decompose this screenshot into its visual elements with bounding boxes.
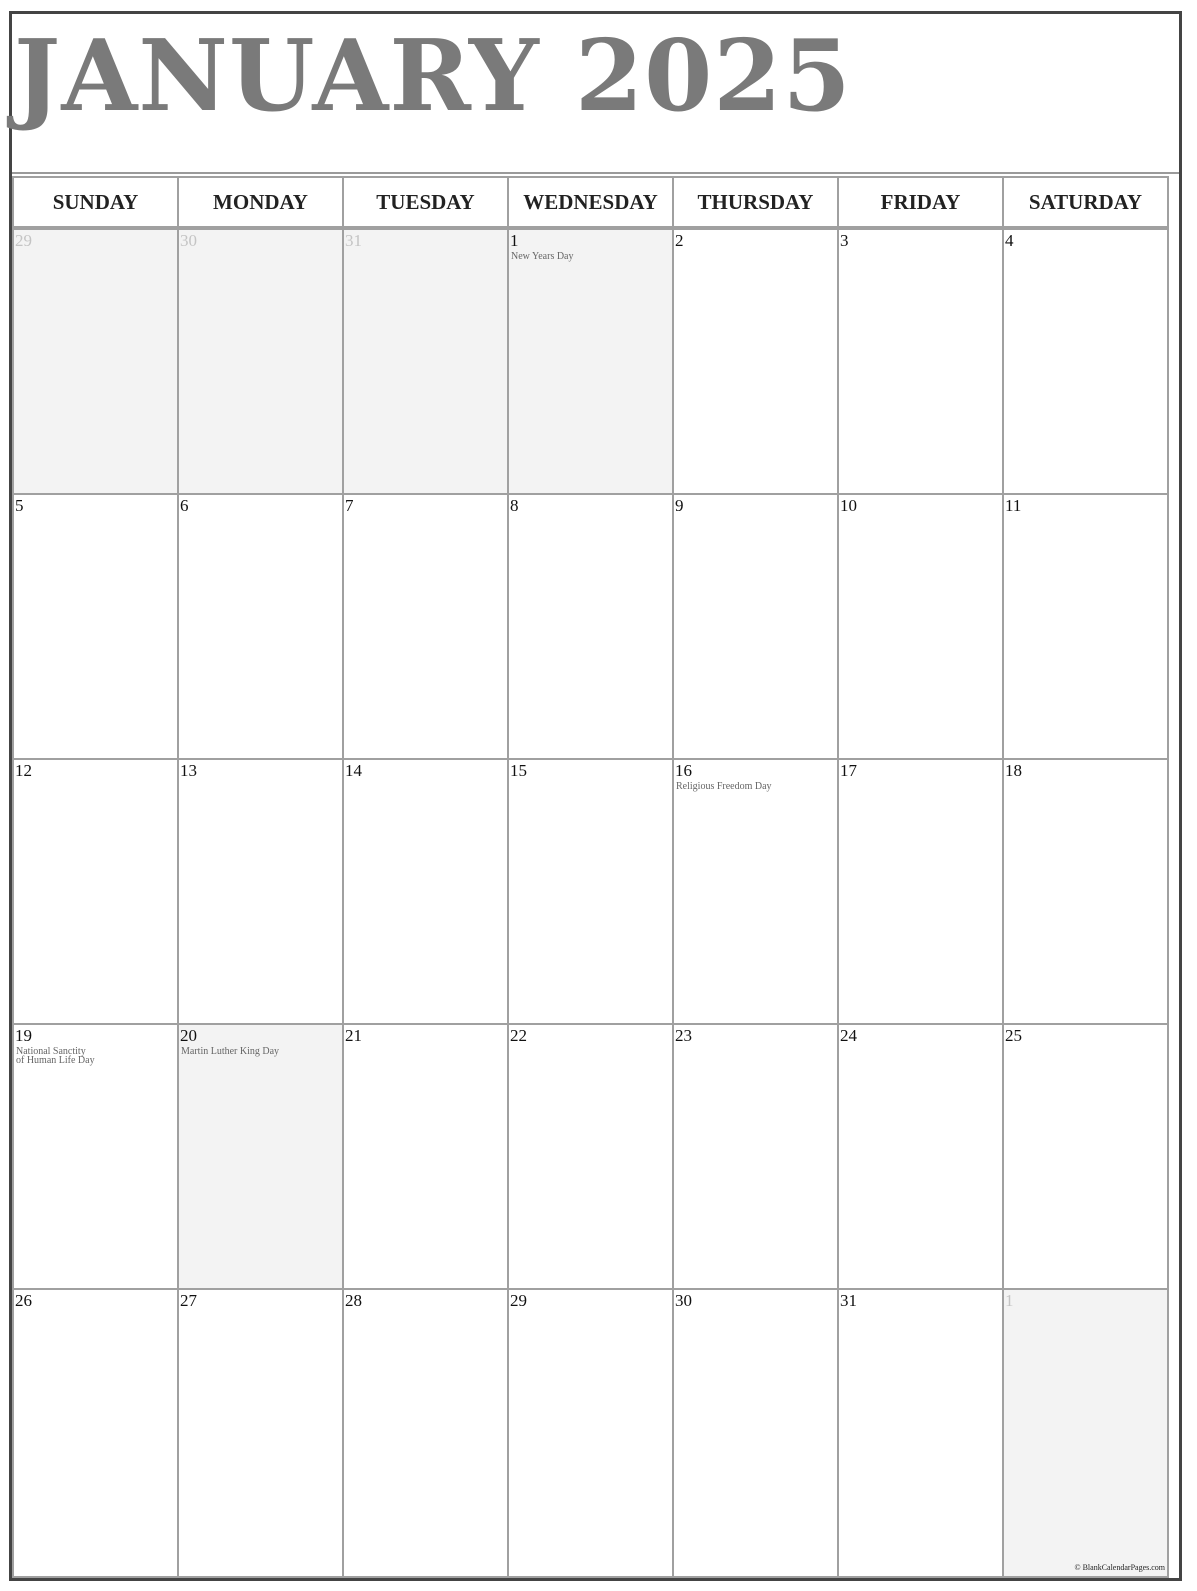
day-number: 7	[345, 496, 354, 515]
day-cell	[507, 1023, 674, 1290]
day-cell	[1002, 758, 1169, 1025]
day-number: 12	[15, 761, 32, 780]
day-number: 20	[180, 1026, 197, 1045]
day-cell	[837, 228, 1004, 495]
day-cell	[12, 1288, 179, 1578]
day-cell	[12, 758, 179, 1025]
day-cell	[672, 1288, 839, 1578]
day-number: 19	[15, 1026, 32, 1045]
day-number: 1	[1005, 1291, 1014, 1310]
day-number: 29	[510, 1291, 527, 1310]
day-cell	[12, 1023, 179, 1290]
weekday-header-thursday: THURSDAY	[672, 176, 839, 228]
day-number: 30	[675, 1291, 692, 1310]
calendar-title: JANUARY 2025	[14, 19, 852, 134]
day-number: 16	[675, 761, 692, 780]
day-number: 5	[15, 496, 24, 515]
day-cell	[837, 493, 1004, 760]
day-cell	[12, 228, 179, 495]
day-number: 29	[15, 231, 32, 250]
day-number: 9	[675, 496, 684, 515]
day-number: 2	[675, 231, 684, 250]
day-cell	[672, 1023, 839, 1290]
day-cell	[342, 228, 509, 495]
day-cell	[837, 1023, 1004, 1290]
day-cell	[507, 493, 674, 760]
calendar-page	[9, 11, 1182, 1581]
day-cell	[177, 493, 344, 760]
day-number: 8	[510, 496, 519, 515]
day-number: 28	[345, 1291, 362, 1310]
day-cell	[507, 228, 674, 495]
copyright-credit: © BlankCalendarPages.com	[1074, 1563, 1165, 1572]
day-cell	[177, 758, 344, 1025]
day-cell	[342, 758, 509, 1025]
day-number: 30	[180, 231, 197, 250]
holiday-label: New Years Day	[511, 251, 574, 262]
day-cell	[837, 1288, 1004, 1578]
day-number: 31	[345, 231, 362, 250]
weekday-header-saturday: SATURDAY	[1002, 176, 1169, 228]
calendar-grid	[12, 176, 1179, 1578]
holiday-label: National Sanctity of Human Life Day	[16, 1046, 95, 1066]
weekday-header-sunday: SUNDAY	[12, 176, 179, 228]
day-number: 27	[180, 1291, 197, 1310]
day-number: 17	[840, 761, 857, 780]
day-cell	[672, 228, 839, 495]
holiday-label: Religious Freedom Day	[676, 781, 772, 792]
day-number: 4	[1005, 231, 1014, 250]
weekday-header-friday: FRIDAY	[837, 176, 1004, 228]
day-number: 1	[510, 231, 519, 250]
weekday-header-monday: MONDAY	[177, 176, 344, 228]
day-number: 15	[510, 761, 527, 780]
day-cell	[177, 1023, 344, 1290]
day-number: 11	[1005, 496, 1022, 515]
day-cell	[177, 1288, 344, 1578]
day-cell	[1002, 493, 1169, 760]
day-number: 26	[15, 1291, 32, 1310]
day-number: 18	[1005, 761, 1022, 780]
day-cell	[342, 493, 509, 760]
day-number: 25	[1005, 1026, 1022, 1045]
day-cell	[1002, 228, 1169, 495]
day-number: 10	[840, 496, 857, 515]
day-number: 13	[180, 761, 197, 780]
weekday-header-wednesday: WEDNESDAY	[507, 176, 674, 228]
day-number: 3	[840, 231, 849, 250]
day-number: 22	[510, 1026, 527, 1045]
day-cell	[177, 228, 344, 495]
day-number: 6	[180, 496, 189, 515]
day-number: 14	[345, 761, 362, 780]
day-cell	[12, 493, 179, 760]
day-number: 31	[840, 1291, 857, 1310]
weekday-header-tuesday: TUESDAY	[342, 176, 509, 228]
title-band	[12, 14, 1179, 174]
day-cell	[837, 758, 1004, 1025]
holiday-label: Martin Luther King Day	[181, 1046, 280, 1057]
day-cell	[342, 1023, 509, 1290]
day-cell	[507, 758, 674, 1025]
day-cell	[672, 758, 839, 1025]
day-number: 24	[840, 1026, 857, 1045]
day-cell	[342, 1288, 509, 1578]
day-cell	[672, 493, 839, 760]
day-number: 21	[345, 1026, 362, 1045]
day-cell	[1002, 1288, 1169, 1578]
day-number: 23	[675, 1026, 692, 1045]
day-cell	[507, 1288, 674, 1578]
day-cell	[1002, 1023, 1169, 1290]
